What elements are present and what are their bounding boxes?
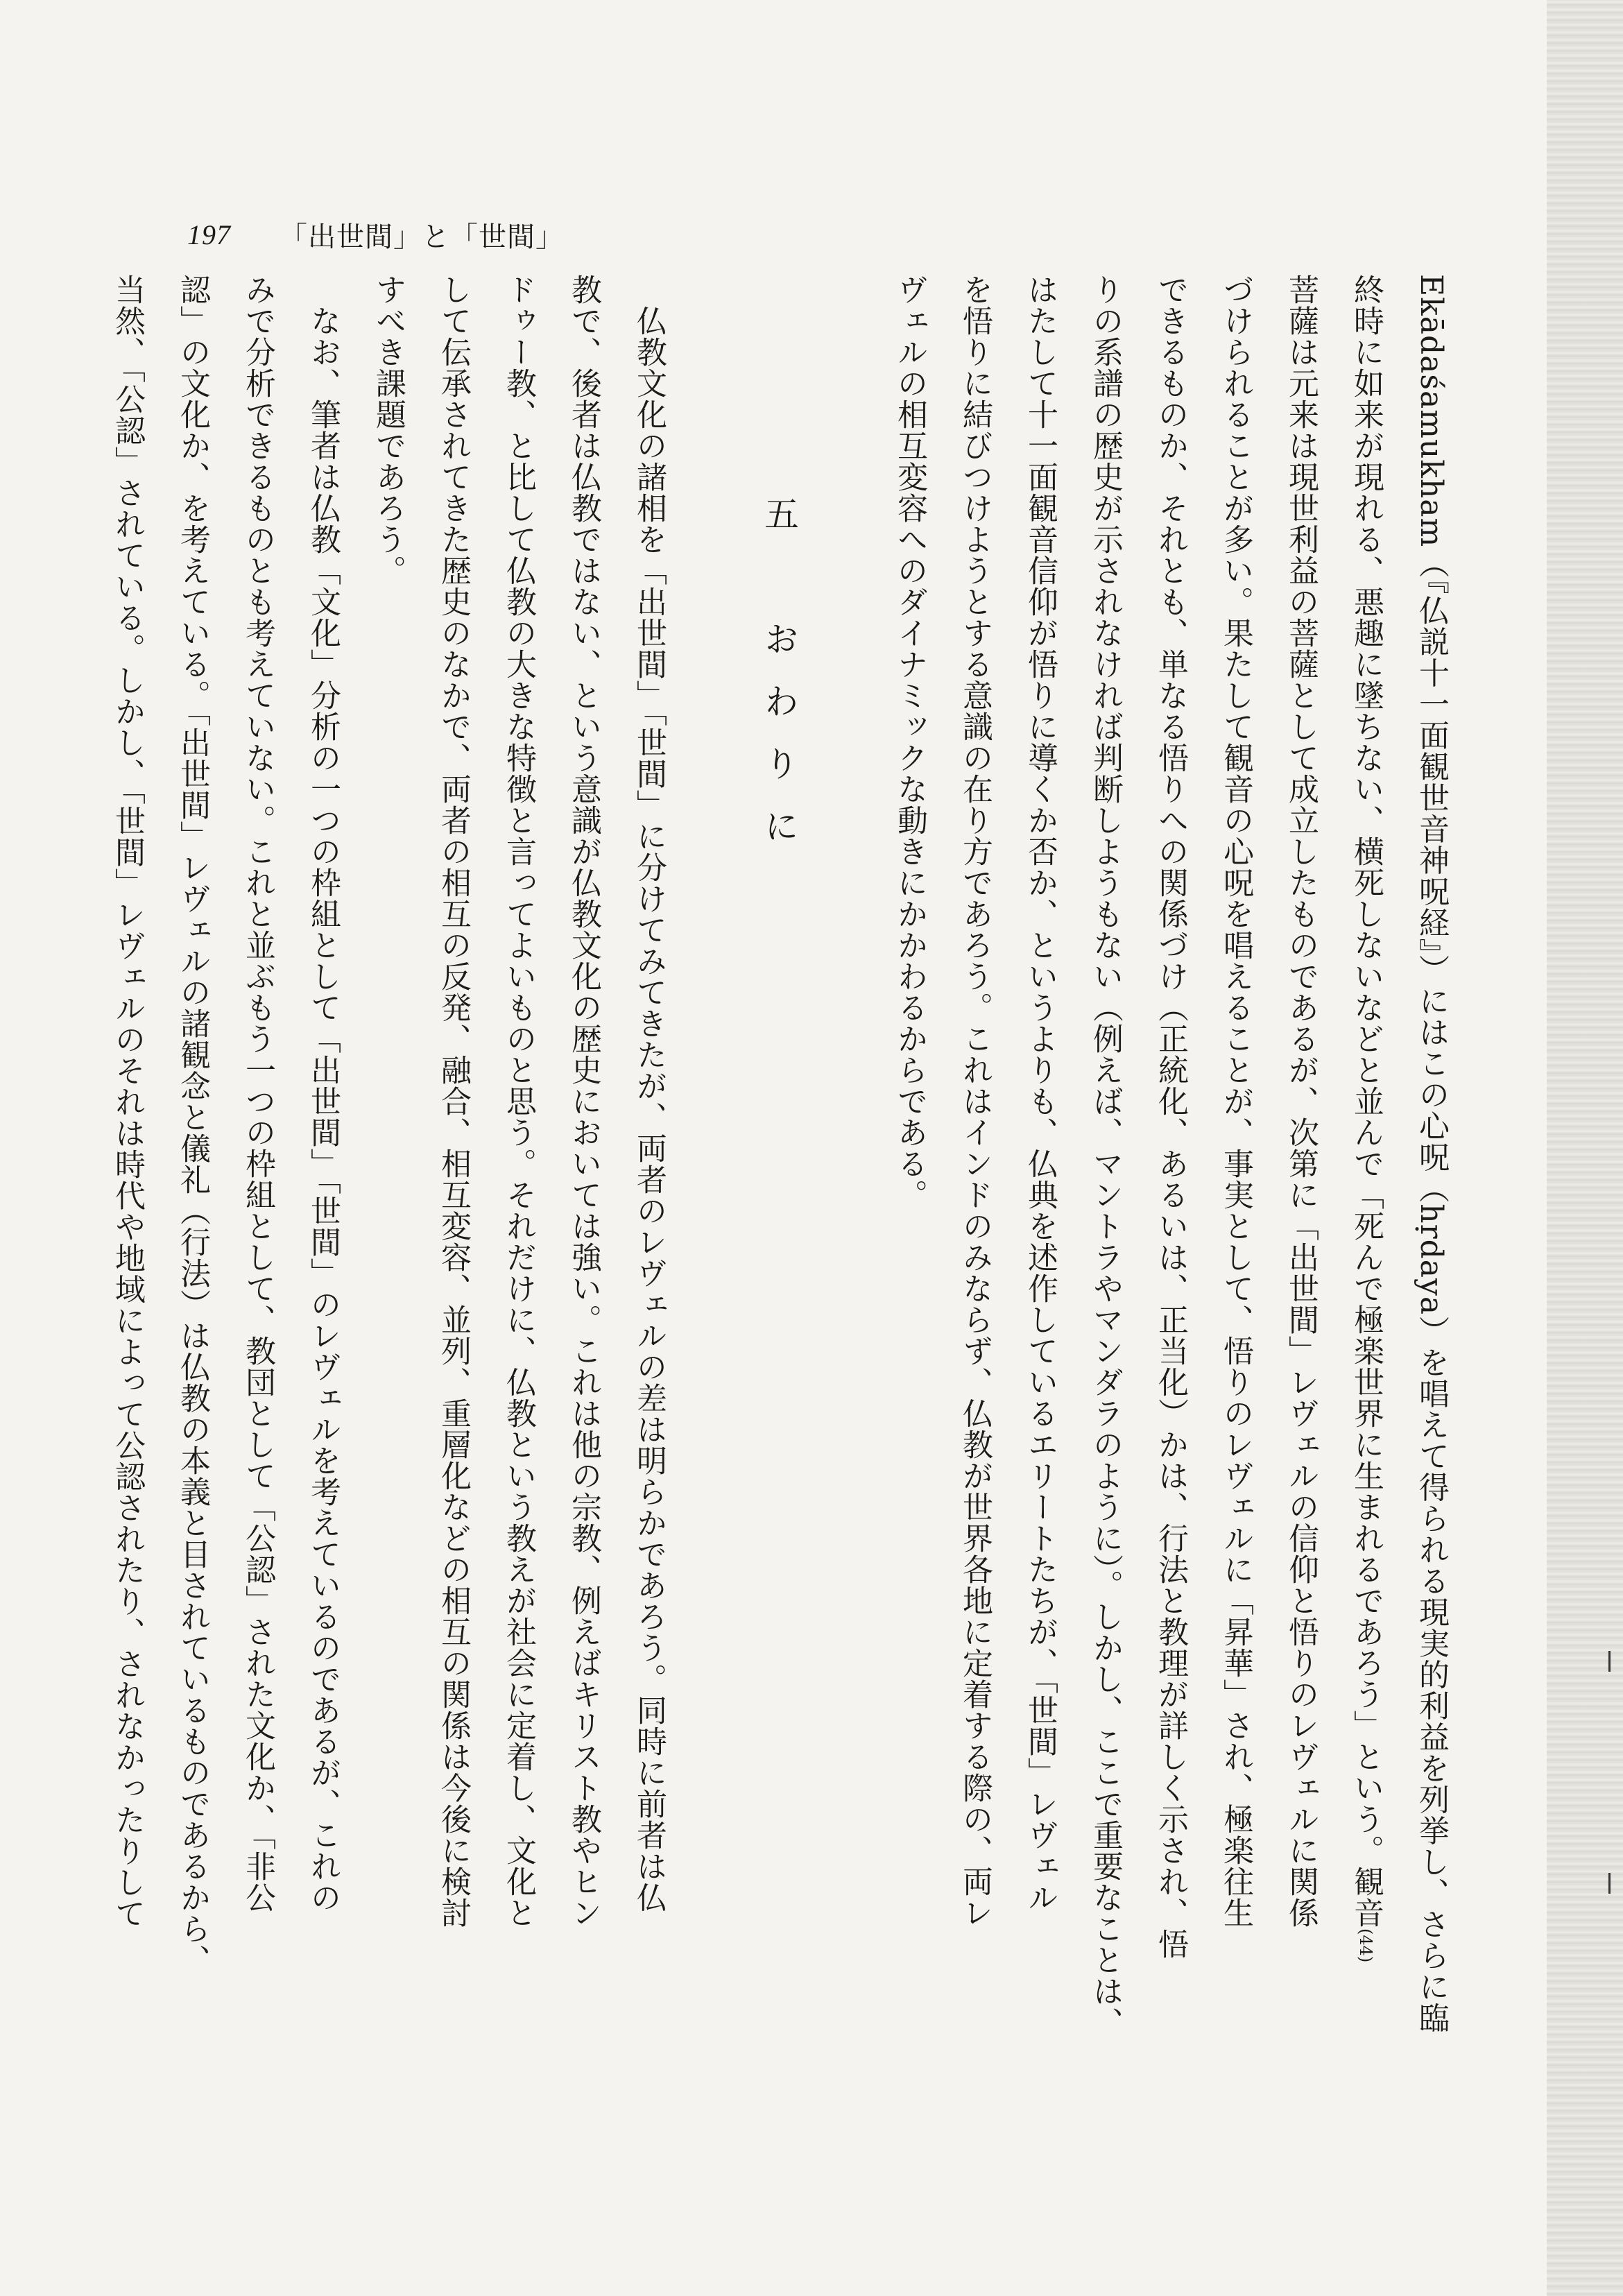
footnote-marker: (44) xyxy=(1356,1928,1375,1963)
text-column: づけられることが多い。果たして観音の心呪を唱えることが、事実として、悟りのレヴェルに「昇華」され、極楽往生 xyxy=(1218,274,1253,1928)
scan-edge-shadow xyxy=(1547,0,1623,2296)
text-column: ドゥー教、と比して仏教の大きな特徴と言ってよいものと思う。それだけに、仏教という教えが社会に定着し、文化と xyxy=(501,274,536,1928)
section-spacer xyxy=(681,274,746,2077)
text-column: ヴェルの相互変容へのダイナミックな動きにかかわるからである。 xyxy=(892,274,927,1210)
text-column: はたして十一面観音信仰が悟りに導くか否か、というよりも、仏典を述作しているエリートたちが、「世間」レヴェル xyxy=(1022,274,1058,1913)
section-spacer xyxy=(812,274,877,2077)
page-header xyxy=(187,214,564,255)
vertical-text-body xyxy=(110,274,1463,2077)
text-column: 認」の文化か、を考えている。「出世間」レヴェルの諸観念と儀礼（行法）は仏教の本義と目されているものであるから、 xyxy=(175,274,210,1976)
text-column: 教で、後者は仏教ではない、という意識が仏教文化の歴史においては強い。これは他の宗教、例えばキリスト教やヒン xyxy=(566,274,601,1928)
scan-edge-mark xyxy=(1608,1873,1611,1894)
text-column: 菩薩は元来は現世利益の菩薩として成立したものであるが、次第に「出世間」レヴェルの信仰と悟りのレヴェルに関係 xyxy=(1283,274,1319,1928)
text-column-body: 終時に如来が現れる、悪趣に墜ちない、横死しないなどと並んで「死んで極楽世界に生まれるであろう」という。観音 xyxy=(1348,274,1384,1928)
scan-edge-mark xyxy=(1608,1651,1611,1672)
text-column: 当然、「公認」されている。しかし、「世間」レヴェルのそれは時代や地域によって公認されたり、されなかったりして xyxy=(110,274,145,1929)
running-title: 「出世間」と「世間」 xyxy=(280,221,564,253)
section-heading: 五 おわりに xyxy=(759,496,799,871)
text-column: できるものか、それとも、単なる悟りへの関係づけ（正統化、あるいは、正当化）かは、行法と教理が詳しく示され、悟 xyxy=(1153,274,1188,1960)
text-column: Ekādaśamukham（『仏説十一面観世音神呪経』）にはこの心呪（hṛdaya）を唱えて得られる現実的利益を列挙し、さらに臨 xyxy=(1414,274,1449,2034)
text-column xyxy=(1333,274,1398,2077)
text-column: 仏教文化の諸相を「出世間」「世間」に分けてみてきたが、両者のレヴェルの差は明らかであろう。同時に前者は仏 xyxy=(631,274,667,1913)
text-column: して伝承されてきた歴史のなかで、両者の相互の反発、融合、相互変容、並列、重層化などの相互の関係は今後に検討 xyxy=(436,274,471,1928)
text-column: りの系譜の歴史が示されなければ判断しようもない（例えば、マントラやマンダラのように）。しかし、ここで重要なことは、 xyxy=(1088,274,1123,2038)
text-column: すべき課題であろう。 xyxy=(370,274,406,586)
page-number: 197 xyxy=(187,219,231,250)
text-column: みで分析できるものとも考えていない。これと並ぶもう一つの枠組として、教団として「公認」された文化か、「非公 xyxy=(240,274,275,1913)
text-column: を悟りに結びつけようとする意識の在り方であろう。これはインドのみならず、仏教が世界各地に定着する際の、両レ xyxy=(957,274,993,1928)
text-column: なお、筆者は仏教「文化」分析の一つの枠組として「出世間」「世間」のレヴェルを考えているのであるが、これの xyxy=(305,274,341,1913)
